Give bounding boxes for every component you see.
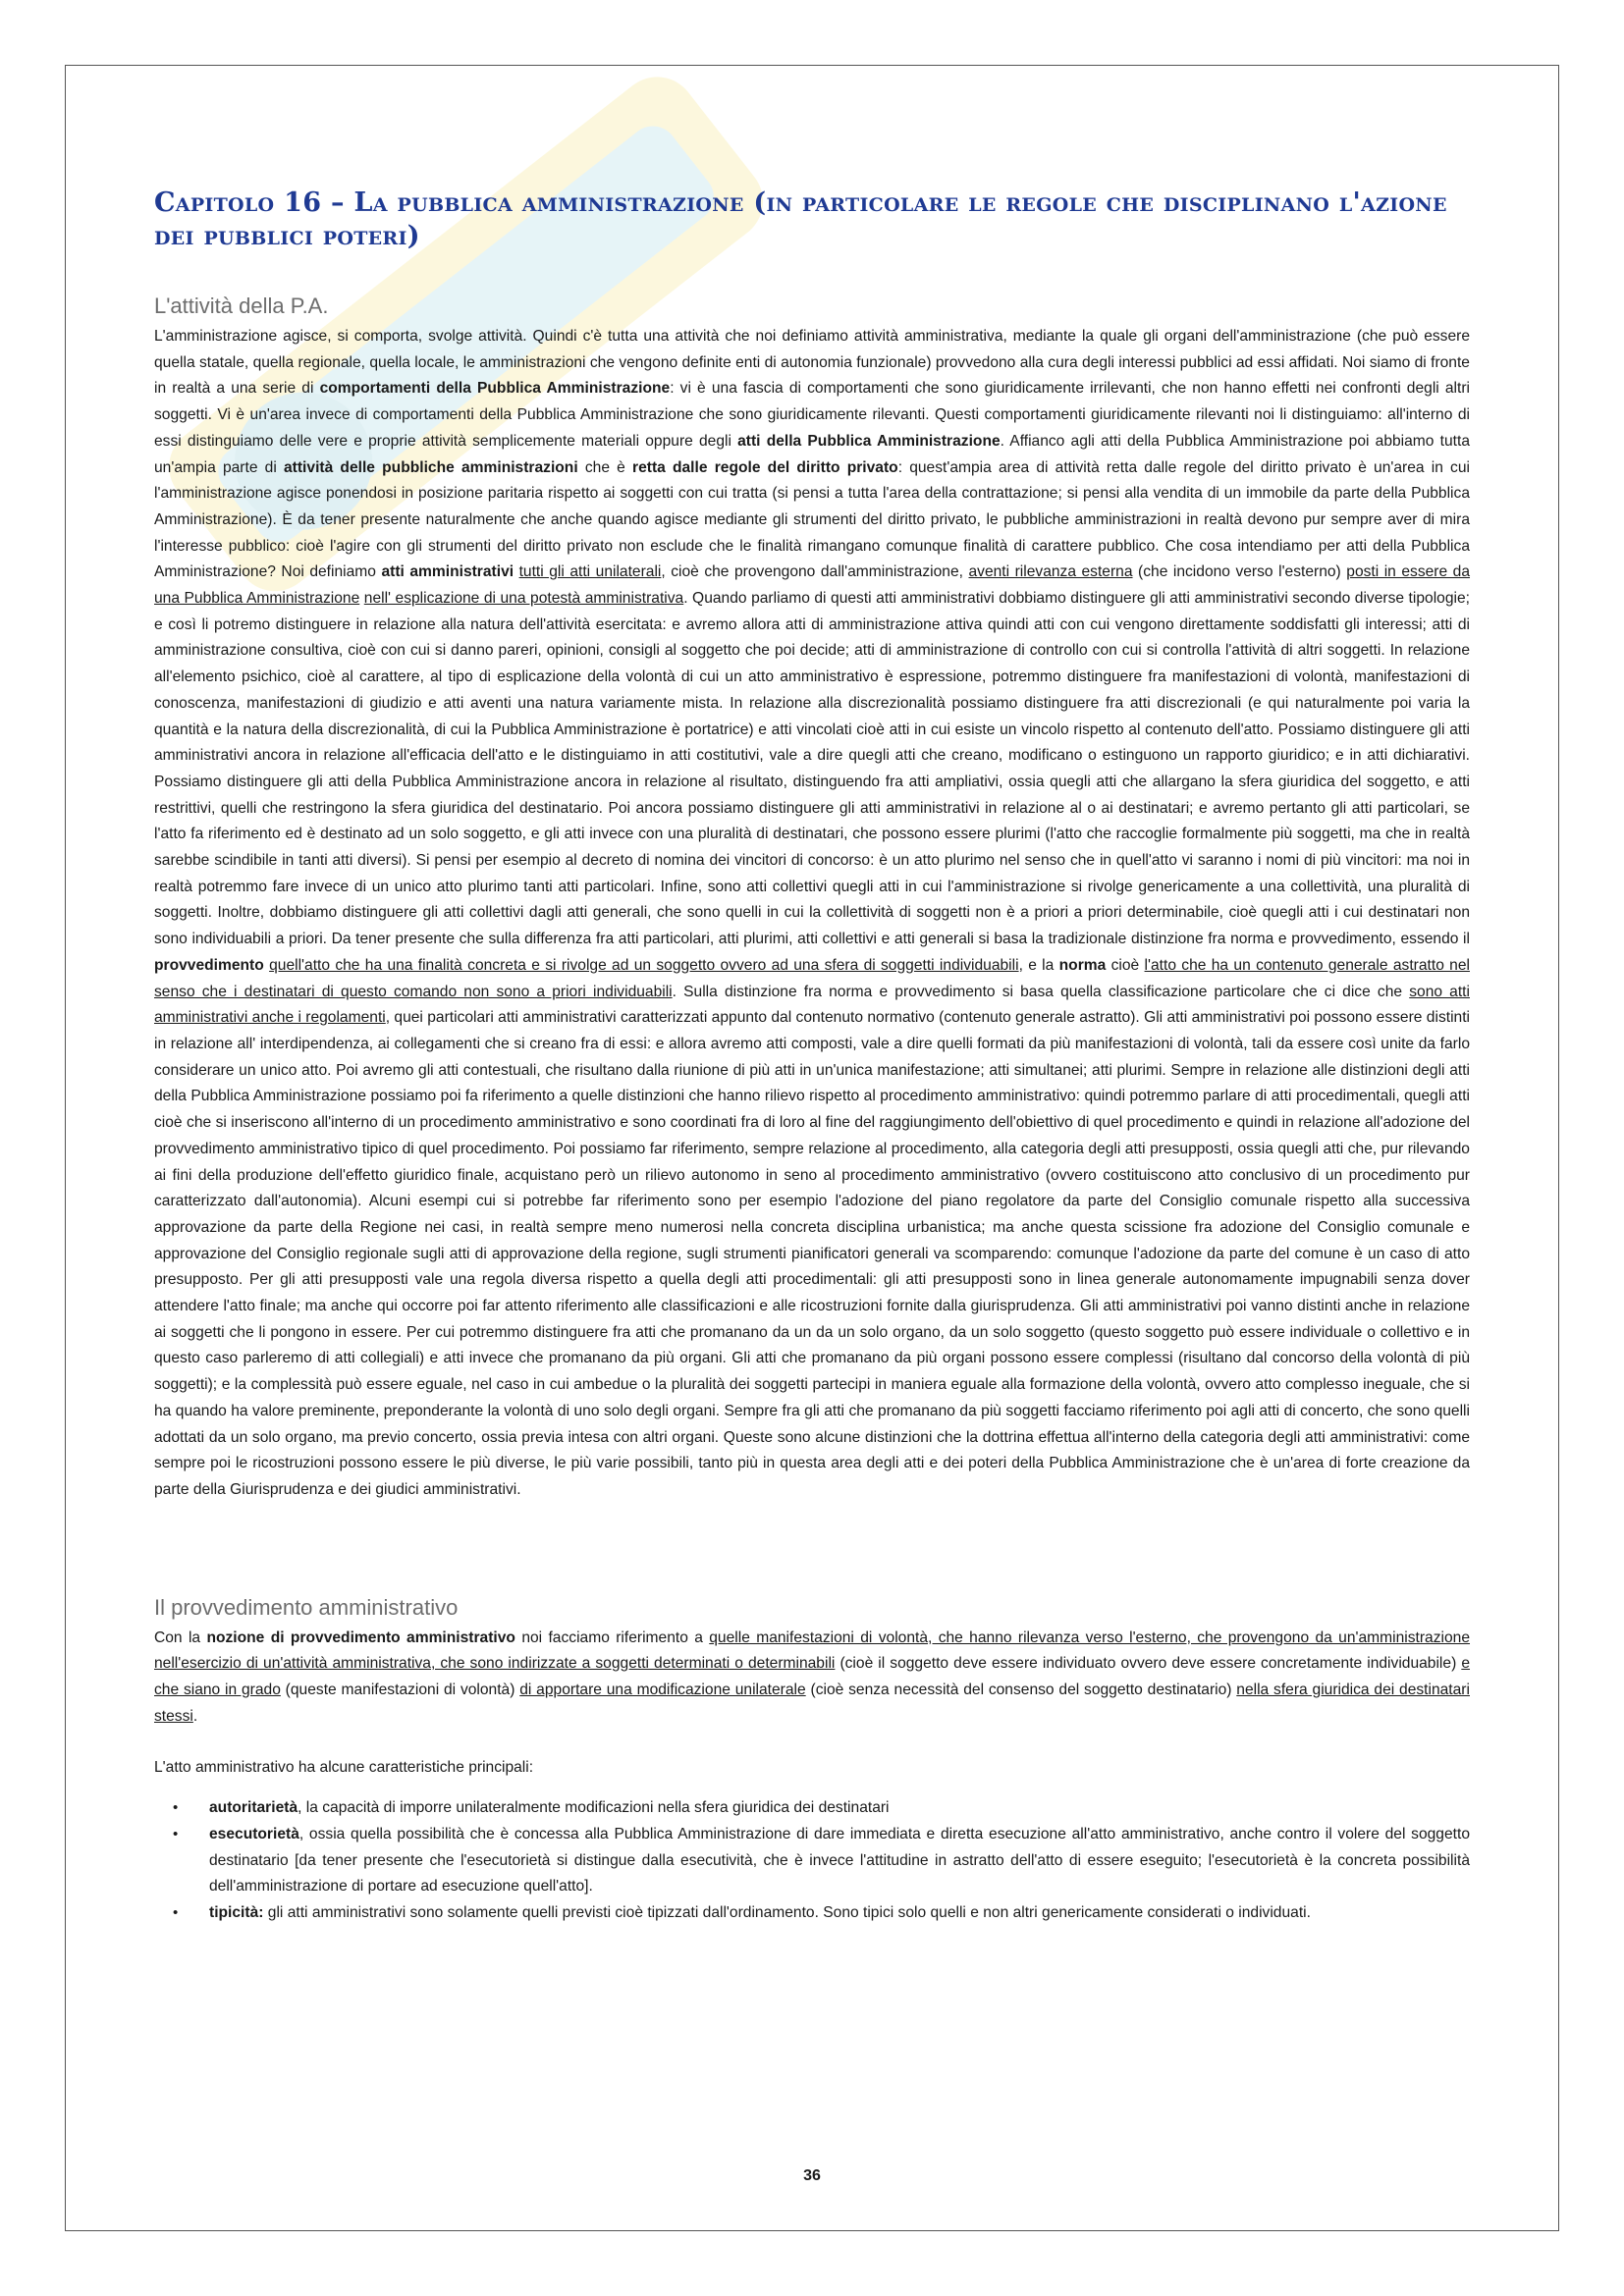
bullet-icon: • [173, 1903, 179, 1921]
underlined-phrase: aventi rilevanza esterna [968, 563, 1133, 581]
text-run: che è [577, 458, 633, 476]
section-heading-provvedimento: Il provvedimento amministrativo [154, 1594, 459, 1620]
term: autoritarietà [209, 1799, 298, 1817]
bullet-icon: • [173, 1825, 179, 1842]
underlined-phrase: tutti gli atti unilaterali [518, 563, 662, 581]
bullet-icon: • [173, 1799, 179, 1817]
section-paragraph-attivita [154, 324, 1470, 1504]
bold-term: provvedimento [154, 956, 264, 974]
text-run: , e la [1018, 956, 1059, 974]
bold-term: retta dalle regole del diritto privato [632, 458, 898, 476]
underlined-phrase: nella sfera giuridica dei destinatari stessi [154, 1682, 1470, 1725]
definition: gli atti amministrativi sono solamente quelli previsti cioè tipizzati dall'ordinamento. Sono tipici solo quelli e non altri genericamente considerati o individuati. [263, 1903, 1311, 1921]
page-number: 36 [803, 2167, 821, 2184]
section-heading-attivita: L'attività della P.A. [154, 294, 329, 318]
text-run: cioè [1106, 956, 1145, 974]
characteristics-list [154, 1795, 1470, 1927]
document-body [154, 187, 1470, 1927]
underlined-phrase: sono atti amministrativi anche i regolamenti [154, 983, 1470, 1027]
bold-term: norma [1058, 956, 1107, 974]
underlined-phrase: posti in essere da una Pubblica Amministrazione [154, 563, 1471, 608]
text-run: L'amministrazione agisce, si comporta, svolge attività. Quindi c'è tutta una attività che noi definiamo attività amministrativa, mediante la quale gli organi dell'amministrazione (che può essere quella statale, quella regionale, quella locale, le amministrazioni che vengono definite enti di autonomia funzionale) provvedono alla cura degli interessi pubblici ad essi affidati. Noi siamo di fronte in realtà a una serie di [154, 328, 1470, 398]
text-run: , quei particolari atti amministrativi caratterizzati appunto dal contenuto normativo (contenuto generale astratto). Gli atti amministrativi poi possono essere distinti in relazione all' interdipendenza, ai collegamenti che si creano fra di essi: e allora avremo atti composti, vale a dire quelli formati da più manifestazioni di volontà, tali da essere così unite da farlo considerare un unico atto. Poi avremo gli atti contestuali, che risultano dalla riunione di più atti in un'unica manifestazione; atti simultanei; atti plurimi. Sempre in relazione alle distinzioni degli atti della Pubblica Amministrazione possiamo poi fa riferimento a quelle distinzioni che hanno rilievo rispetto al procedimento amministrativo: quindi potremmo parlare di atti procedimentali, quegli atti cioè che si inseriscono all'interno di un procedimento amministrativo e sono coordinati fra di loro al fine del raggiungimento dell'obiettivo di quel procedimento e quindi in relazione all'adozione del provvedimento amministrativo tipico di quel procedimento. Poi possiamo far riferimento, sempre relazione al procedimento, alla categoria degli atti presupposti, ossia quegli atti che, pur rilevando ai fini della produzione dell'effetto giuridico finale, acquistano però un rilievo autonomo in seno al procedimento amministrativo (ovvero costituiscono atto conclusivo di un procedimento pur caratterizzato dall'autonomia). Alcuni esempi cui si potrebbe far riferimento sono per esempio l'adozione del piano regolatore da parte del Consiglio comunale rispetto alla successiva approvazione da parte della Regione nei casi, in realtà sempre meno numerosi nella concreta disciplina urbanistica; ma anche questa scissione fra adozione del Consiglio comunale e approvazione del Consiglio regionale sugli atti di approvazione della regione, sugli strumenti pianificatori generali va scomparendo: comunque l'adozione da parte del comune è un caso di atto presupposto. Per gli atti presupposti vale una regola diversa rispetto a quella degli atti procedimentali: gli atti presupposti sono in linea generale autonomamente impugnabili senza dover attendere l'atto finale; ma anche qui occorre poi far attento riferimento alle classificazioni e alle ricostruzioni fornite dalla giurisprudenza. Gli atti amministrativi poi vanno distinti anche in relazione ai soggetti che li pongono in essere. Per cui potremmo distinguere fra atti che promanano da un da un solo organo, da un solo soggetto (questo soggetto può essere individuale o collettivo e in questo caso parleremo di atti collegiali) e atti invece che promanano da più organi. Gli atti che promanano da più organi possono essere complessi (risultano dal concorso della volontà di più soggetti); e la complessità può essere eguale, nel caso in cui ambedue o la pluralità dei soggetti partecipi in maniera eguale alla formazione della volontà, ovvero atto complesso ineguale, che si ha quando ha valore preminente, preponderante la volontà di uno solo degli organi. Sempre fra gli atti che promanano da più soggetti facciamo riferimento poi agli atti di concerto, che sono quelli adottati da un solo organo, ma previo concerto, ossia previa intesa con altri organi. Queste sono alcune distinzioni che la dottrina effettua all'interno della categoria degli atti amministrativi: come sempre poi le ricostruzioni possono essere le più diverse, le più varie possibili, tanto più in questa area degli atti e dei poteri della Pubblica Amministrazione che è un'area di forte creazione da parte della Giurisprudenza e dei giudici amministrativi. [154, 1009, 1471, 1498]
text-run: Con la [154, 1629, 207, 1646]
underlined-phrase: l'atto che ha un contenuto generale astratto nel senso che i destinatari di questo comando non sono a priori individuabili [154, 956, 1470, 1000]
underlined-phrase: quelle manifestazioni di volontà, che hanno rilevanza verso l'esterno, che provengono da un'amministrazione nell'esercizio di un'attività amministrativa, che sono indirizzate a soggetti determinati o determinabili [154, 1629, 1471, 1673]
text-run: (che incidono verso l'esterno) [1132, 563, 1347, 581]
term: esecutorietà [209, 1825, 299, 1842]
chapter-title: Capitolo 16 – La pubblica amministrazione (in particolare le regole che disciplinano l'azione dei pubblici poteri) [154, 187, 1447, 251]
text-run: . Affianco agli atti della Pubblica Amministrazione poi abbiamo tutta un'ampia parte di [154, 432, 1470, 476]
text-run: (queste manifestazioni di volontà) [280, 1682, 520, 1699]
definition: , la capacità di imporre unilateralmente modificazioni nella sfera giuridica dei destinatari [298, 1799, 890, 1817]
text-run: (cioè senza necessità del consenso del soggetto destinatario) [805, 1682, 1237, 1699]
text-run: : vi è una fascia di comportamenti che sono giuridicamente irrilevanti, che non hanno effetti nei confronti degli altri soggetti. Vi è un'area invece di comportamenti della Pubblica Amministrazione che sono giuridicamente rilevanti. Questi comportamenti giuridicamente rilevanti noi li distinguiamo: all'interno di essi distinguiamo delle vere e proprie attività semplicemente materiali oppure degli [154, 380, 1471, 450]
characteristics-intro: L'atto amministrativo ha alcune caratteristiche principali: [154, 1759, 534, 1777]
text-run: : quest'ampia area di attività retta dalle regole del diritto privato è un'area in cui l'amministrazione agisce ponendosi in posizione paritaria rispetto ai soggetti con cui tratta (si pensi a tutta l'area della contrattazione; si pensi alla vendita di un immobile da parte della Pubblica Amministrazione). È da tener presente naturalmente che anche quando agisce mediante gli strumenti del diritto privato, le pubbliche amministrazioni in realtà devono pur sempre aver di mira l'interesse pubblico: cioè l'agire con gli strumenti del diritto privato non esclude che le finalità rimangano comunque finalità di carattere pubblico. Che cosa intendiamo per atti della Pubblica Amministrazione? Noi definiamo [154, 458, 1470, 581]
list-item [173, 1900, 1470, 1927]
underlined-phrase: di apportare una modificazione unilaterale [519, 1682, 806, 1699]
text-run: . [192, 1707, 198, 1725]
section-paragraph-provvedimento [154, 1626, 1470, 1731]
bold-term: attività delle pubbliche amministrazioni [284, 458, 578, 476]
term: tipicità: [209, 1903, 264, 1921]
list-item [173, 1822, 1470, 1900]
underlined-phrase: quell'atto che ha una finalità concreta e si rivolge ad un soggetto ovvero ad una sfera di soggetti individuabili [269, 956, 1019, 974]
definition: , ossia quella possibilità che è concessa alla Pubblica Amministrazione di dare immediata e diretta esecuzione all'atto amministrativo, anche contro il volere del soggetto destinatario [da tener presente che l'esecutorietà si distingue dalla esecutività, che è invece l'attitudine in astratto dell'atto di essere eseguito; l'esecutorietà è la concreta possibilità dell'amministrazione di portare ad esecuzione quell'atto]. [209, 1825, 1470, 1896]
text-run: (cioè il soggetto deve essere individuato ovvero deve essere concretamente individuabile) [835, 1655, 1462, 1673]
list-item [173, 1795, 1470, 1822]
text-run: noi facciamo riferimento a [514, 1629, 710, 1646]
text-run: . Quando parliamo di questi atti amministrativi dobbiamo distinguere gli atti amministrativi secondo diverse tipologie; e così li potremo distinguere in relazione alla natura dell'attività esercitata: e avremo allora atti di amministrazione attiva quindi atti con cui vengono direttamente soddisfatti gli interessi; atti di amministrazione consultiva, cioè con cui si danno pareri, opinioni, consigli al soggetto che poi decide; atti di amministrazione di controllo con cui si controlla l'attività di altri soggetti. In relazione all'elemento psichico, cioè al carattere, al tipo di esplicazione della volontà di cui un atto amministrativo è espressione, potremmo distinguere fra manifestazioni di volontà, manifestazioni di conoscenza, manifestazioni di giudizio e atti aventi una natura variamente mista. In relazione alla discrezionalità possiamo distinguere fra atti discrezionali (e qui naturalmente poi varia la quantità e la natura della discrezionalità, di cui la Pubblica Amministrazione è portatrice) e atti vincolati cioè atti in cui esiste un vincolo rispetto al contenuto dell'atto. Possiamo distinguere gli atti amministrativi ancora in relazione all'efficacia dell'atto e le distinguiamo in atti costitutivi, vale a dire quegli atti che creano, modificano o estinguono un rapporto giuridico; e in atti dichiarativi. Possiamo distinguere gli atti della Pubblica Amministrazione ancora in relazione al risultato, distinguendo fra atti ampliativi, ossia quegli atti che allargano la sfera giuridica del soggetto, e atti restrittivi, quelli che restringono la sfera giuridica del destinatario. Poi ancora possiamo distinguere gli atti amministrativi in relazione al o ai destinatari; e avremo pertanto gli atti particolari, se l'atto fa riferimento ed è destinato ad un solo soggetto, e gli atti invece con una pluralità di destinatari, che possono essere plurimi (l'atto che raccoglie formalmente più soggetti, ma che in realtà sarebbe scindibile in tanti atti diversi). Si pensi per esempio al decreto di nomina dei vincitori di concorso: è un atto plurimo nel senso che in quell'atto vi saranno i nomi di più vincitori: ma noi in realtà potremmo fare invece di un unico atto plurimo tanti atti particolari. Infine, sono atti collettivi quegli atti in cui l'amministrazione si rivolge genericamente a una collettività, una pluralità di soggetti. Inoltre, dobbiamo distinguere gli atti collettivi dagli atti generali, che sono quelli in cui la collettività di soggetti non è a priori a priori determinabile, cioè quegli atti i cui destinatari non sono individuabili a priori. Da tener presente che sulla differenza fra atti particolari, atti plurimi, atti collettivi e atti generali si basa la tradizionale distinzione fra norma e provvedimento, essendo il [154, 590, 1470, 948]
text-run: , cioè che provengono dall'amministrazione, [661, 563, 969, 581]
underlined-phrase: e che siano in grado [154, 1655, 1471, 1699]
underlined-phrase: nell' esplicazione di una potestà amministrativa [363, 590, 684, 608]
bold-term: atti della Pubblica Amministrazione [737, 432, 1001, 450]
text-run: . Sulla distinzione fra norma e provvedimento si basa quella classificazione particolare che ci dice che [672, 983, 1410, 1000]
bold-term: nozione di provvedimento amministrativo [206, 1629, 515, 1646]
bold-term: atti amministrativi [381, 563, 514, 581]
bold-term: comportamenti della Pubblica Amministrazione [319, 380, 671, 398]
